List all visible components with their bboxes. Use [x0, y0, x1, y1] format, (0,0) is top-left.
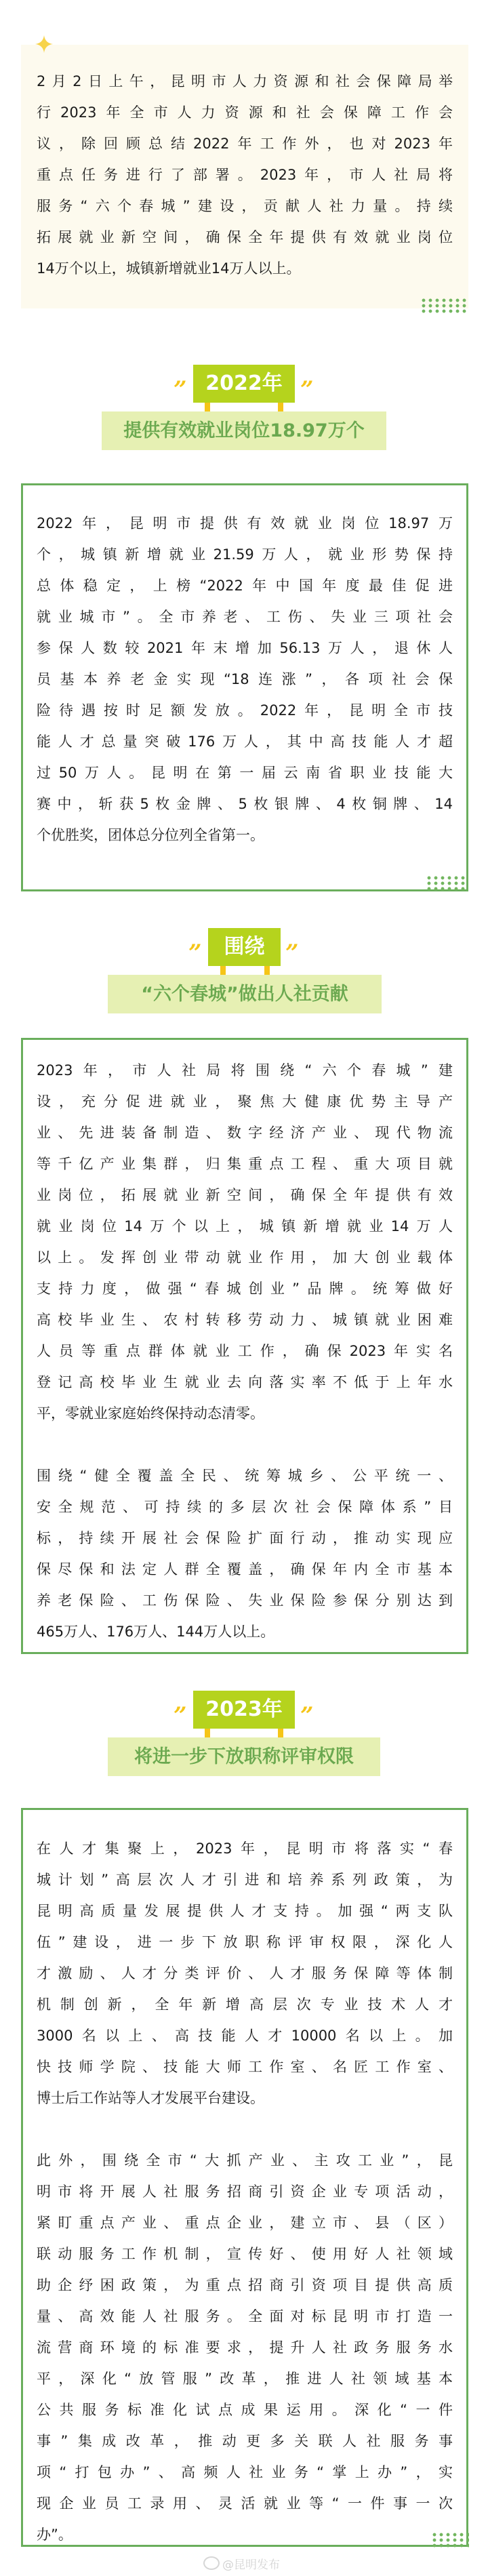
text-line: 平，深化“放管服”改革，推进人社领域基本 — [37, 2371, 453, 2387]
text-line: 公共服务标准化试点成果运用。深化“一件 — [37, 2402, 453, 2418]
quote-mark-left-icon: ” — [174, 1706, 187, 1720]
quote-mark-left-icon: ” — [174, 380, 187, 395]
sparkle-star-icon — [35, 35, 53, 53]
text-line: 设，充分促进就业，聚焦大健康优势主导产 — [37, 1093, 453, 1110]
section-card-2023 — [21, 1808, 468, 2547]
text-line: 员基本养老金实现“18连涨”，各项社会保 — [37, 671, 453, 687]
intro-line: 服务“六个春城”建设，贡献人社力量。持续 — [37, 198, 453, 214]
text-line: 助企纾困政策，为重点招商引资项目提供高质 — [37, 2277, 453, 2293]
text-line: 城计划”高层次人才引进和培养系列政策，为 — [37, 1872, 453, 1888]
intro-line: 2月2日上午，昆明市人力资源和社会保障局举 — [37, 73, 453, 89]
intro-line: 拓展就业新空间，确保全年提供有效就业岗位 — [37, 229, 453, 245]
signpost-leg — [278, 1729, 283, 1738]
text-line: 在人才集聚上，2023年，昆明市将落实“春 — [37, 1840, 453, 1857]
section-subtitle: “六个春城”做出人社贡献 — [108, 975, 382, 1013]
text-line: 保尽保和法定人群全覆盖，确保年内全市基本 — [37, 1561, 453, 1577]
text-line: 以上。发挥创业带动就业作用，加大创业载体 — [37, 1249, 453, 1266]
intro-line: 重点任务进行了部署。2023年，市人社局将 — [37, 167, 453, 183]
text-line: 就业城市”。全市养老、工伤、失业三项社会 — [37, 609, 453, 625]
text-line: 个优胜奖，团体总分位列全省第一。 — [37, 827, 264, 843]
text-line: 伍”建设，进一步下放职称评审权限，深化人 — [37, 1934, 453, 1950]
section-text — [37, 1833, 453, 2550]
text-line: 高校毕业生、农村转移劳动力、城镇就业困难 — [37, 1312, 453, 1328]
text-line: 联动服务工作机制，宣传好、使用好人社领域 — [37, 2246, 453, 2262]
text-line: 围绕“健全覆盖全民、统筹城乡、公平统一、 — [37, 1468, 453, 1484]
text-line: 总体稳定，上榜“2022年中国年度最佳促进 — [37, 578, 453, 594]
section-subtitle: 将进一步下放职称评审权限 — [108, 1737, 380, 1776]
text-line: 业岗位，拓展就业新空间，确保全年提供有效 — [37, 1187, 453, 1203]
text-line: 才激励、人才分类评价、人才服务保障等体制 — [37, 1965, 453, 1981]
intro-line: 14万个以上，城镇新增就业14万人以上。 — [37, 260, 301, 277]
text-line: 快技师学院、技能大师工作室、名匠工作室、 — [37, 2059, 453, 2075]
section-subtitle: 提供有效就业岗位18.97万个 — [102, 411, 386, 450]
quote-mark-right-icon: ” — [300, 380, 314, 395]
text-line: 平，零就业家庭始终保持动态清零。 — [37, 1405, 264, 1422]
intro-text — [37, 66, 453, 284]
signpost-leg — [205, 403, 210, 412]
signpost-leg — [205, 1729, 210, 1738]
text-line: 465万人、176万人、144万人以上。 — [37, 1624, 275, 1640]
text-line: 养老保险、工伤保险、失业保险参保分别达到 — [37, 1592, 453, 1609]
section-text — [37, 1055, 453, 1647]
section-card-six-cities — [21, 1038, 468, 1654]
signpost-leg — [278, 403, 283, 412]
text-line: 流营商环境的标准要求，提升人社政务服务水 — [37, 2339, 453, 2356]
intro-line: 议，除回顾总结2022年工作外，也对2023年 — [37, 136, 453, 152]
text-line: 能人才总量突破176万人，其中高技能人才超 — [37, 733, 453, 750]
signpost-leg — [220, 966, 226, 975]
text-line: 3000名以上、高技能人才10000名以上。加 — [37, 2028, 453, 2044]
watermark-text: @昆明发布 — [222, 2558, 280, 2572]
text-line: 紧盯重点产业、重点企业，建立市、县（区） — [37, 2215, 453, 2231]
section-tag: 2022年 — [193, 365, 295, 403]
text-line: 等千亿产业集群，归集重点工程、重大项目就 — [37, 1156, 453, 1172]
text-line: 个，城镇新增就业21.59万人，就业形势保持 — [37, 546, 453, 563]
text-line: 2023年，市人社局将围绕“六个春城”建 — [37, 1062, 453, 1079]
paragraph-gap — [37, 1429, 453, 1460]
quote-mark-right-icon: ” — [285, 943, 299, 958]
text-line: 事”集成改革，推动更多关联人社服务事 — [37, 2433, 453, 2449]
section-tag: 2023年 — [193, 1691, 295, 1729]
intro-line: 行2023年全市人力资源和社会保障工作会 — [37, 104, 453, 121]
text-line: 此外，围绕全市“大抓产业、主攻工业”，昆 — [37, 2152, 453, 2169]
section-text — [37, 508, 453, 851]
section-card-2022 — [21, 483, 468, 891]
text-line: 支持力度，做强“春城创业”品牌。统筹做好 — [37, 1281, 453, 1297]
text-line: 明市将开展人社服务招商引资企业专项活动， — [37, 2183, 453, 2200]
text-line: 量、高效能人社服务。全面对标昆明市打造一 — [37, 2308, 453, 2325]
dot-pattern-icon — [420, 298, 468, 314]
dot-pattern-icon — [426, 875, 468, 891]
section-tag: 围绕 — [208, 928, 281, 966]
weibo-icon — [203, 2556, 220, 2570]
text-line: 办”。 — [37, 2527, 73, 2543]
intro-card — [21, 45, 468, 308]
dot-pattern-icon — [431, 2532, 469, 2548]
text-line: 标，持续开展社会保险扩面行动，推动实现应 — [37, 1530, 453, 1546]
text-line: 昆明高质量发展提供人才支持。加强“两支队 — [37, 1903, 453, 1919]
text-line: 项“打包办”、高频人社业务“掌上办”，实 — [37, 2464, 453, 2480]
text-line: 现企业员工录用、灵活就业等“一件事一次 — [37, 2495, 453, 2512]
text-line: 险待遇按时足额发放。2022年，昆明全市技 — [37, 702, 453, 719]
signpost-leg — [264, 966, 270, 975]
text-line: 业、先进装备制造、数字经济产业、现代物流 — [37, 1125, 453, 1141]
text-line: 过50万人。昆明在第一届云南省职业技能大 — [37, 765, 453, 781]
text-line: 人员等重点群体就业工作，确保2023年实名 — [37, 1343, 453, 1359]
quote-mark-left-icon: ” — [188, 943, 202, 958]
paragraph-gap — [37, 2114, 453, 2145]
text-line: 博士后工作站等人才发展平台建设。 — [37, 2090, 264, 2106]
text-line: 机制创新，全年新增高层次专业技术人才 — [37, 1996, 453, 2013]
text-line: 安全规范、可持续的多层次社会保障体系”目 — [37, 1499, 453, 1515]
text-line: 登记高校毕业生就业去向落实率不低于上年水 — [37, 1374, 453, 1390]
text-line: 就业岗位14万个以上，城镇新增就业14万人 — [37, 1218, 453, 1234]
text-line: 参保人数较2021年末增加56.13万人，退休人 — [37, 640, 453, 656]
watermark — [203, 2554, 280, 2572]
text-line: 赛中，斩获5枚金牌、5枚银牌、4枚铜牌、14 — [37, 796, 453, 812]
text-line: 2022年，昆明市提供有效就业岗位18.97万 — [37, 515, 453, 531]
quote-mark-right-icon: ” — [300, 1706, 314, 1720]
